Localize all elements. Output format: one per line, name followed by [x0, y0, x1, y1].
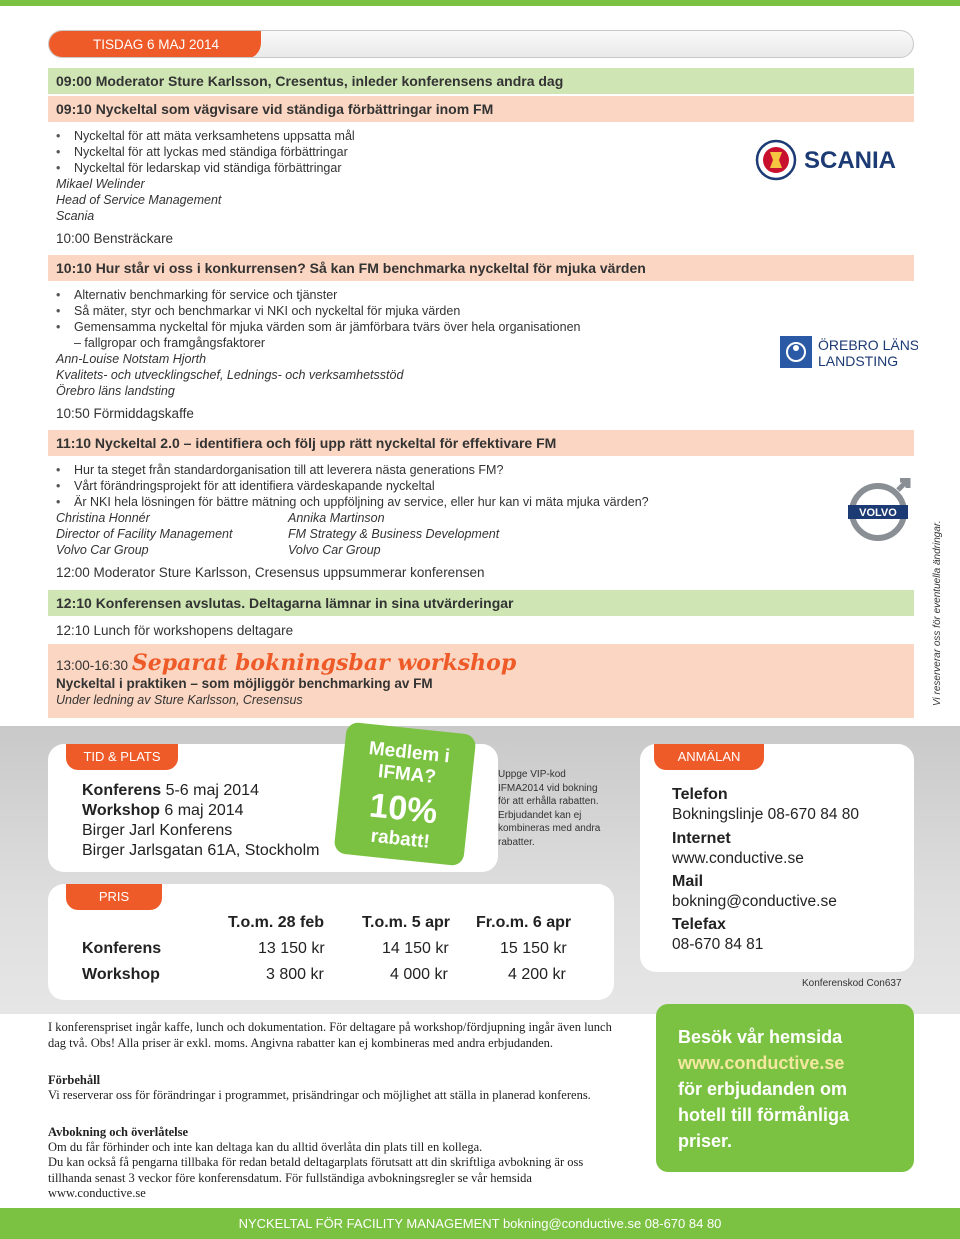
pris-tab: PRIS — [66, 884, 162, 910]
promo-url[interactable]: www.conductive.se — [678, 1053, 845, 1073]
price-row-label: Konferens — [82, 940, 162, 957]
agenda-row-1010: 10:10 Hur står vi oss i konkurrensen? Så kan FM benchmarka nyckeltal för mjuka värden — [48, 255, 914, 281]
mail-label: Mail — [672, 873, 704, 890]
workshop-heading — [56, 650, 516, 676]
price-header: Fr.o.m. 6 apr — [476, 914, 572, 931]
website-promo — [656, 1004, 914, 1172]
break-1050: 10:50 Förmiddagskaffe — [56, 406, 194, 421]
speaker-title: Kvalitets- och utvecklingschef, Lednings- och verksamhetsstöd — [56, 368, 404, 382]
orebro-wordmark-1: ÖREBRO LÄNS — [818, 337, 918, 353]
volvo-logo — [846, 478, 914, 542]
internet-link[interactable]: www.conductive.se — [672, 850, 804, 867]
price-header: T.o.m. 28 feb — [228, 914, 325, 931]
scania-logo — [754, 138, 914, 182]
tid-plats-line-3: Birger Jarl Konferens — [82, 822, 233, 839]
bullet: • Nyckeltal för ledarskap vid ständiga förbättringar — [56, 160, 342, 176]
bullet-continuation: – fallgropar och framgångsfaktorer — [74, 336, 266, 350]
price-row-label: Workshop — [82, 966, 160, 983]
agenda-row-0900: 09:00 Moderator Sture Karlsson, Cresentus, inleder konferensens andra dag — [48, 68, 914, 94]
pris-card — [48, 884, 614, 1000]
anmalan-tab: ANMÄLAN — [654, 744, 764, 770]
price-cell: 13 150 kr — [258, 940, 325, 957]
speaker-name: Mikael Welinder — [56, 177, 145, 191]
workshop-title: Nyckeltal i praktiken – som möjliggör benchmarking av FM — [56, 676, 433, 691]
price-cell: 14 150 kr — [382, 940, 449, 957]
agenda-row-1110: 11:10 Nyckeltal 2.0 – identifiera och följ upp rätt nyckeltal för effektivare FM — [48, 430, 914, 456]
lunch: 12:10 Lunch för workshopens deltagare — [56, 623, 294, 638]
agenda-row-0910: 09:10 Nyckeltal som vägvisare vid ständiga förbättringar inom FM — [48, 96, 914, 122]
speaker-title: Head of Service Management — [56, 193, 222, 207]
workshop-script-label: Separat bokningsbar workshop — [131, 650, 517, 676]
avbokning-heading: Avbokning och överlåtelse — [48, 1125, 189, 1139]
avbokning-text-1: Om du får förhinder och inte kan deltaga kan du alltid överlåta din plats till en kollega. — [48, 1140, 483, 1154]
volvo-wordmark: VOLVO — [859, 507, 897, 519]
promo-line-3: för erbjudanden om hotell till förmånliga priser. — [678, 1079, 850, 1151]
price-cell: 4 200 kr — [508, 966, 566, 983]
badge-line-2: IFMA? — [377, 761, 437, 789]
break-1000: 10:00 Bensträckare — [56, 231, 174, 246]
forbehall-text: Vi reserverar oss för förändringar i programmet, prisändringar och möjlighet att ställa in planerad konferens. — [48, 1088, 591, 1102]
badge-line-4: rabatt! — [369, 825, 431, 853]
telefax-label: Telefax — [672, 916, 726, 933]
bullet: • Nyckeltal för att lyckas med ständiga förbättringar — [56, 144, 348, 160]
orebro-wordmark-2: LANDSTING — [818, 353, 899, 369]
internet-label: Internet — [672, 830, 731, 847]
anmalan-card — [640, 744, 914, 972]
bullet: • Så mäter, styr och benchmarkar vi NKI och nyckeltal för mjuka värden — [56, 303, 460, 319]
tid-plats-line-1: Konferens 5-6 maj 2014 — [82, 782, 259, 799]
badge-percent: 10% — [367, 786, 440, 832]
speaker-title: Director of Facility Management — [56, 527, 233, 541]
speaker-org: Scania — [56, 209, 95, 223]
telefax-value: 08-670 84 81 — [672, 936, 764, 953]
konferenskod: Konferenskod Con637 — [802, 978, 902, 989]
price-cell: 3 800 kr — [266, 966, 324, 983]
price-cell: 4 000 kr — [390, 966, 448, 983]
tid-plats-tab: TID & PLATS — [66, 744, 178, 770]
orebro-logo — [778, 334, 918, 372]
agenda-row-1210: 12:10 Konferensen avslutas. Deltagarna lämnar in sina utvärderingar — [48, 590, 914, 616]
speaker-org: Volvo Car Group — [288, 543, 381, 557]
promo-line-1: Besök vår hemsida — [678, 1027, 843, 1047]
disclaimer-vertical: Vi reserverar oss för eventuella ändringar. — [932, 520, 943, 706]
top-accent-bar — [0, 0, 960, 6]
price-cell: 15 150 kr — [500, 940, 567, 957]
bullet: • Nyckeltal för att mäta verksamhetens uppsatta mål — [56, 128, 355, 144]
footer-bar: NYCKELTAL FÖR FACILITY MANAGEMENT bokning@conductive.se 08-670 84 80 — [0, 1208, 960, 1239]
workshop-time: 13:00-16:30 — [56, 658, 129, 673]
speaker-name: Christina Honnér — [56, 511, 150, 525]
bullet: • Alternativ benchmarking för service och tjänster — [56, 287, 337, 303]
workshop-leader: Under ledning av Sture Karlsson, Cresensus — [56, 693, 303, 707]
speaker-name: Ann-Louise Notstam Hjorth — [56, 352, 207, 366]
mail-link[interactable]: bokning@conductive.se — [672, 893, 837, 910]
speaker-org: Volvo Car Group — [56, 543, 149, 557]
telefon-label: Telefon — [672, 786, 728, 803]
bullet: • Är NKI hela lösningen för bättre mätning och uppföljning av service, eller hur kan vi mäta mjuka värden? — [56, 494, 649, 510]
speaker-name: Annika Martinson — [288, 511, 385, 525]
ifma-discount-badge — [333, 722, 476, 867]
moderator-summary: 12:00 Moderator Sture Karlsson, Cresensus uppsummerar konferensen — [56, 565, 485, 580]
vip-note: Uppge VIP-kod IFMA2014 vid bokning för att erhålla rabatten. Erbjudandet kan ej kombineras med andra rabatter. — [498, 769, 601, 848]
price-header: T.o.m. 5 apr — [362, 914, 451, 931]
avbokning-text-2: Du kan också få pengarna tillbaka för redan betald deltagarplats förutsatt att din skriftliga avbokning är oss tillhanda senast 3 veckor före konferensdatum. För fullständiga avbokningsregler se vår hemsida www.conductive.se — [48, 1155, 584, 1200]
scania-wordmark: SCANIA — [804, 147, 897, 174]
forbehall-heading: Förbehåll — [48, 1073, 101, 1087]
badge-line-1: Medlem i — [367, 738, 451, 768]
bullet: • Vårt förändringsprojekt för att identifiera värdeskapande nyckeltal — [56, 478, 435, 494]
day-label: TISDAG 6 MAJ 2014 — [49, 31, 261, 58]
bullet: • Gemensamma nyckeltal för mjuka värden som är jämförbara tvärs över hela organisationen — [56, 319, 580, 335]
tid-plats-line-2: Workshop 6 maj 2014 — [82, 802, 244, 819]
tid-plats-line-4: Birger Jarlsgatan 61A, Stockholm — [82, 842, 320, 859]
telefon-value: Bokningslinje 08-670 84 80 — [672, 806, 859, 823]
info-price-text: I konferenspriset ingår kaffe, lunch och dokumentation. För deltagare på workshop/fördjupning ingår även lunch dag två. Obs! Alla priser är exkl. moms. Angivna rabatter kan ej kombineras med andra erbjudanden. — [48, 1020, 612, 1050]
speaker-org: Örebro läns landsting — [56, 384, 175, 398]
day-header — [48, 30, 914, 58]
speaker-title: FM Strategy & Business Development — [288, 527, 500, 541]
bullet: • Hur ta steget från standardorganisation till att leverera nästa generations FM? — [56, 462, 503, 478]
